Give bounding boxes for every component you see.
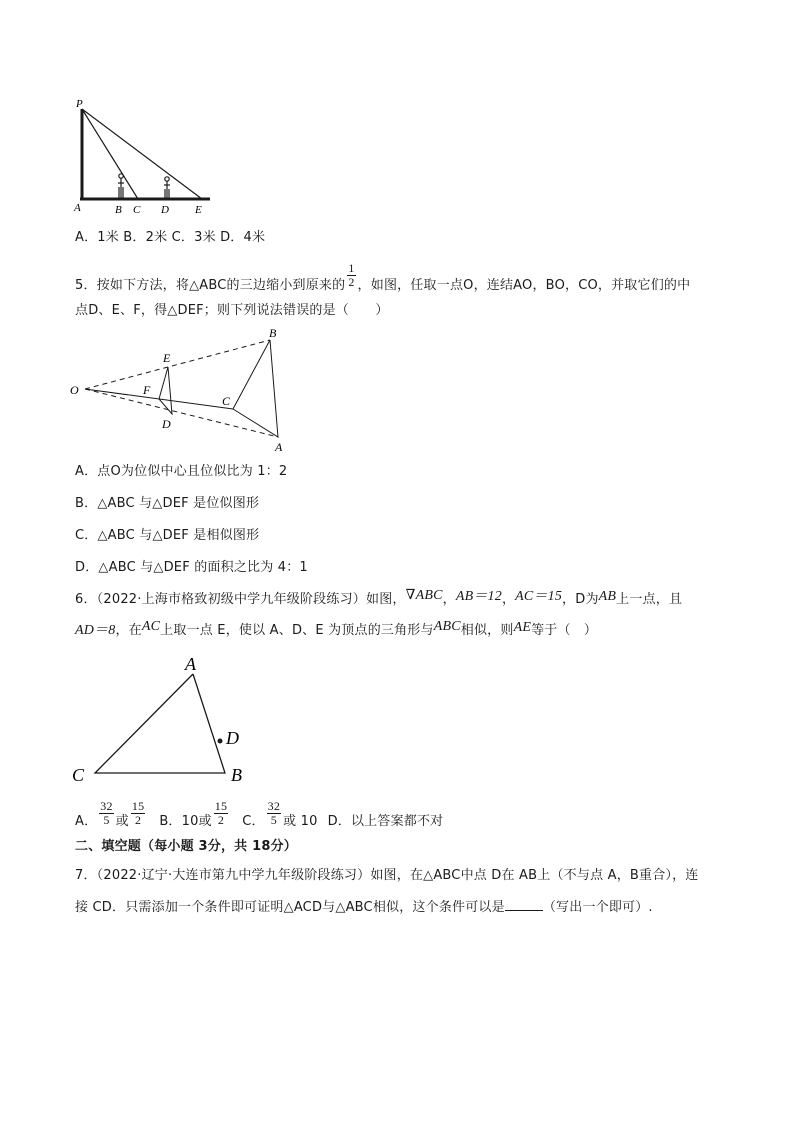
frac-den: 2: [217, 813, 225, 827]
q6-ac2: AC: [141, 619, 161, 634]
label-A: A: [185, 654, 196, 674]
label-A: A: [275, 440, 283, 454]
frac-num: 1: [348, 261, 355, 275]
q6-frac-2: [131, 800, 145, 827]
frac-den: 2: [135, 813, 142, 827]
q7-line2-a: 接 CD．只需添加一个条件即可证明△ACD与△ABC相似，这个条件可以是: [75, 900, 505, 915]
q4-figure: [70, 95, 220, 215]
q6-opt-c: C．: [242, 814, 265, 829]
q6-sep1: ，: [442, 592, 456, 607]
q5-option-a: A．点O为位似中心且位似比为 1：2: [75, 464, 288, 479]
ray-pe: [82, 109, 202, 199]
q5-text-pre: 5．按如下方法，将△ABC的三边缩小到原来的: [75, 278, 346, 293]
label-O: O: [70, 383, 79, 397]
q6-l2-a: ，在: [115, 623, 142, 638]
q7-line2-b: （写出一个即可）.: [542, 900, 653, 915]
q6-ad: AD＝8: [75, 623, 116, 638]
q5-text-post: ，如图，任取一点O，连结AO，BO，CO，并取它们的中: [357, 278, 691, 293]
q5-line1: [75, 261, 691, 299]
q6-ab: AB＝12: [455, 589, 502, 604]
q6-or1: 或: [115, 814, 129, 829]
q6-l2-d: 等于（ ）: [531, 623, 598, 638]
q6-figure: [65, 650, 265, 790]
q7-line1: 7．（2022·辽宁·大连市第九中学九年级阶段练习）如图，在△ABC中点 D在 AB上（不与点 A，B重合），连: [75, 868, 699, 883]
q6-opt-d: D．以上答案都不对: [327, 814, 444, 829]
q6-opt-c2: 或 10: [283, 814, 318, 829]
frac-num: 15: [131, 799, 145, 813]
q6-line2: [75, 619, 598, 640]
label-P: P: [76, 98, 83, 110]
label-F: F: [143, 383, 151, 397]
q6-l2-c: 相似，则: [460, 623, 514, 638]
q6-frac-1: [99, 800, 113, 827]
label-B: B: [231, 765, 242, 785]
q6-line1: [75, 588, 683, 609]
frac-den: 5: [270, 813, 277, 827]
q5-option-d: D．△ABC 与△DEF 的面积之比为 4：1: [75, 560, 308, 575]
q5-figure: [65, 325, 295, 455]
q6-frac-3: [214, 800, 228, 827]
q6-options: [75, 800, 443, 827]
dash-oa: [85, 389, 278, 437]
frac-num: 32: [100, 799, 113, 813]
q6-l2-b: 上取一点 E，使以 A、D、E 为顶点的三角形与: [160, 623, 434, 638]
frac-num: 32: [267, 799, 281, 813]
label-B: B: [269, 326, 277, 340]
q6-opt-b: B．10或: [159, 814, 212, 829]
point-D: [218, 739, 223, 744]
q5-option-c: C．△ABC 与△DEF 是相似图形: [75, 528, 260, 543]
label-C: C: [222, 394, 231, 408]
triangle-abc: [233, 340, 278, 437]
q6-opt-a: A．: [75, 814, 98, 829]
frac-num: 15: [214, 799, 228, 813]
label-D: D: [161, 204, 169, 215]
label-E: E: [195, 204, 202, 215]
section-2-heading: [75, 838, 297, 856]
q6-sep2: ，: [501, 592, 516, 607]
q6-ac: AC＝15: [515, 589, 563, 604]
frac-den: 5: [103, 813, 110, 827]
q7-line2: [75, 898, 653, 917]
triangle-def: [159, 367, 172, 414]
person-1-icon: [118, 174, 124, 199]
q5-line2: 点D、E、F，得△DEF；则下列说法错误的是（ ）: [75, 303, 389, 318]
label-C: C: [133, 204, 141, 215]
q5-option-b: B．△ABC 与△DEF 是位似图形: [75, 496, 260, 511]
triangle-abc: [95, 674, 225, 773]
person-2-icon: [164, 177, 170, 199]
q6-l1-c: 上一点，且: [616, 592, 683, 607]
label-E: E: [163, 351, 171, 365]
q5-fraction: [347, 262, 355, 289]
q6-ae: AE: [513, 620, 532, 635]
q6-abc: ABC: [433, 619, 461, 634]
q6-tri: ∇ABC: [405, 588, 443, 603]
label-A: A: [74, 202, 81, 214]
label-D: D: [226, 728, 239, 748]
section-2-note: （每小题 3分，共 18分）: [141, 839, 298, 854]
q6-l1-b: ，D为: [562, 592, 599, 607]
label-B: B: [115, 204, 122, 215]
frac-den: 2: [348, 275, 355, 289]
q6-frac-4: [267, 800, 281, 827]
q4-options: A．1米 B．2米 C．3米 D．4米: [75, 230, 266, 245]
answer-blank[interactable]: [505, 898, 543, 911]
section-2-title: 二、填空题: [75, 839, 142, 854]
q6-ab2: AB: [598, 589, 617, 604]
label-C: C: [72, 765, 85, 785]
ray-pc: [82, 109, 138, 199]
q6-l1-a: 6．（2022·上海市格致初级中学九年级阶段练习）如图，: [75, 592, 406, 607]
label-D: D: [162, 417, 171, 431]
dash-ob: [85, 340, 270, 389]
